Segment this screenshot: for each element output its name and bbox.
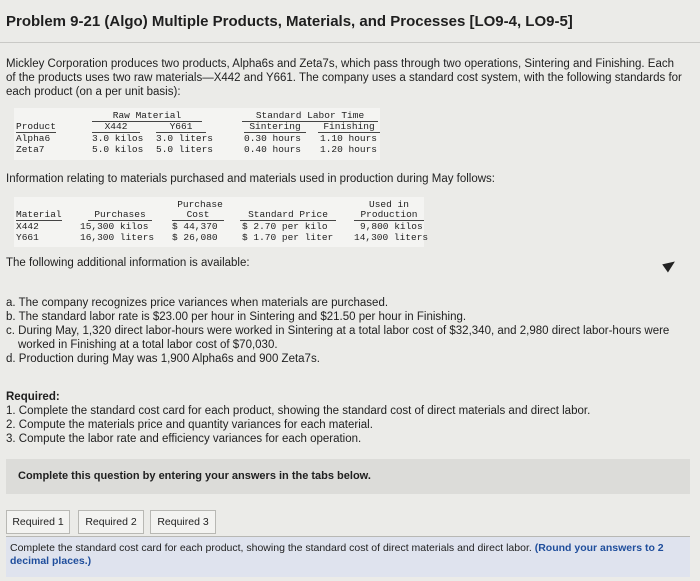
intro-paragraph: Mickley Corporation produces two products, Alpha6s and Zeta7s, which pass through two operations, Sintering and Finishing. Each of the products uses two raw materials—X442 and Y661. The company uses a standard cost system, with the following standards for each product (on a per unit basis): (6, 58, 682, 98)
table-cell: $ 2.70 per kilo (242, 221, 328, 232)
h-purchase: Purchase (177, 199, 223, 210)
tab-required-2[interactable]: Required 2 (78, 510, 144, 534)
tab-panel-main: Complete the standard cost card for each product, showing the standard cost of direct materials and direct labor. (10, 542, 532, 554)
tab-panel-text (10, 542, 686, 568)
table-cell: 1.10 hours (320, 133, 378, 144)
required-label: Required: (6, 391, 60, 403)
table-cell: 3.0 kilos (92, 133, 144, 144)
h-used: Used in (369, 199, 409, 210)
title-divider (0, 42, 700, 43)
list-item: c. During May, 1,320 direct labor-hours were worked in Sintering at a total labor cost of $32,340, and 2,980 direct labor-hours were (6, 325, 670, 337)
table-cell: 9,800 kilos (360, 221, 423, 232)
table-cell: 1.20 hours (320, 144, 378, 155)
h-production: Production (354, 209, 424, 221)
table-cell: $ 26,080 (172, 232, 218, 243)
tab-required-3[interactable]: Required 3 (150, 510, 216, 534)
table-cell: 5.0 kilos (92, 144, 144, 155)
required-section (6, 390, 692, 446)
col-finishing: Finishing (318, 121, 380, 133)
table-cell: 16,300 liters (80, 232, 155, 243)
col-material: Material (16, 209, 62, 220)
page-title: Problem 9-21 (Algo) Multiple Products, Materials, and Processes [LO9-4, LO9-5] (6, 13, 573, 30)
instruction-banner (6, 459, 690, 494)
table-cell: 3.0 liters (156, 133, 214, 144)
table-cell: 15,300 kilos (80, 221, 149, 232)
table-cell: $ 1.70 per liter (242, 232, 334, 243)
tab-panel-note: (Round your answers to 2 decimal places.) (10, 542, 664, 567)
col-sintering: Sintering (244, 121, 306, 133)
list-item: d. Production during May was 1,900 Alpha6s and 900 Zeta7s. (6, 353, 320, 365)
purchases-table (14, 197, 429, 247)
table-cell: $ 44,370 (172, 221, 218, 232)
table-cell: 5.0 liters (156, 144, 214, 155)
table-cell: 0.40 hours (244, 144, 302, 155)
h-cost: Cost (172, 209, 224, 221)
col-x442: X442 (92, 121, 140, 133)
list-item: b. The standard labor rate is $23.00 per hour in Sintering and $21.50 per hour in Finishing. (6, 311, 467, 323)
col-purchases: Purchases (88, 209, 152, 221)
standards-table (14, 108, 380, 160)
list-item: 2. Compute the materials price and quantity variances for each material. (6, 419, 373, 431)
labor-header: Standard Labor Time (242, 110, 378, 122)
instruction-text: Complete this question by entering your answers in the tabs below. (18, 470, 371, 482)
additional-info: The following additional information is available: (6, 257, 250, 269)
table-row-material: Y661 (16, 232, 39, 243)
list-item: worked in Finishing at a total labor cost of $70,030. (18, 339, 278, 351)
tabs-bar (6, 510, 690, 534)
raw-material-header: Raw Material (92, 110, 202, 122)
col-y661: Y661 (156, 121, 206, 133)
mouse-cursor-icon (662, 257, 678, 272)
list-item: a. The company recognizes price variances when materials are purchased. (6, 297, 389, 309)
tab-panel (6, 536, 690, 577)
table-cell: 14,300 liters (354, 232, 429, 243)
list-item: 3. Compute the labor rate and efficiency variances for each operation. (6, 433, 362, 445)
table-row-product: Zeta7 (16, 144, 45, 155)
list-item: 1. Complete the standard cost card for each product, showing the standard cost of direct materials and direct labor. (6, 405, 591, 417)
info-line: Information relating to materials purchased and materials used in production during May follows: (6, 173, 496, 185)
tab-required-1[interactable]: Required 1 (6, 510, 70, 534)
info-list (6, 296, 692, 366)
table-cell: 0.30 hours (244, 133, 302, 144)
table-row-material: X442 (16, 221, 39, 232)
col-product: Product (16, 121, 56, 132)
col-std-price: Standard Price (240, 209, 336, 221)
table-row-product: Alpha6 (16, 133, 51, 144)
